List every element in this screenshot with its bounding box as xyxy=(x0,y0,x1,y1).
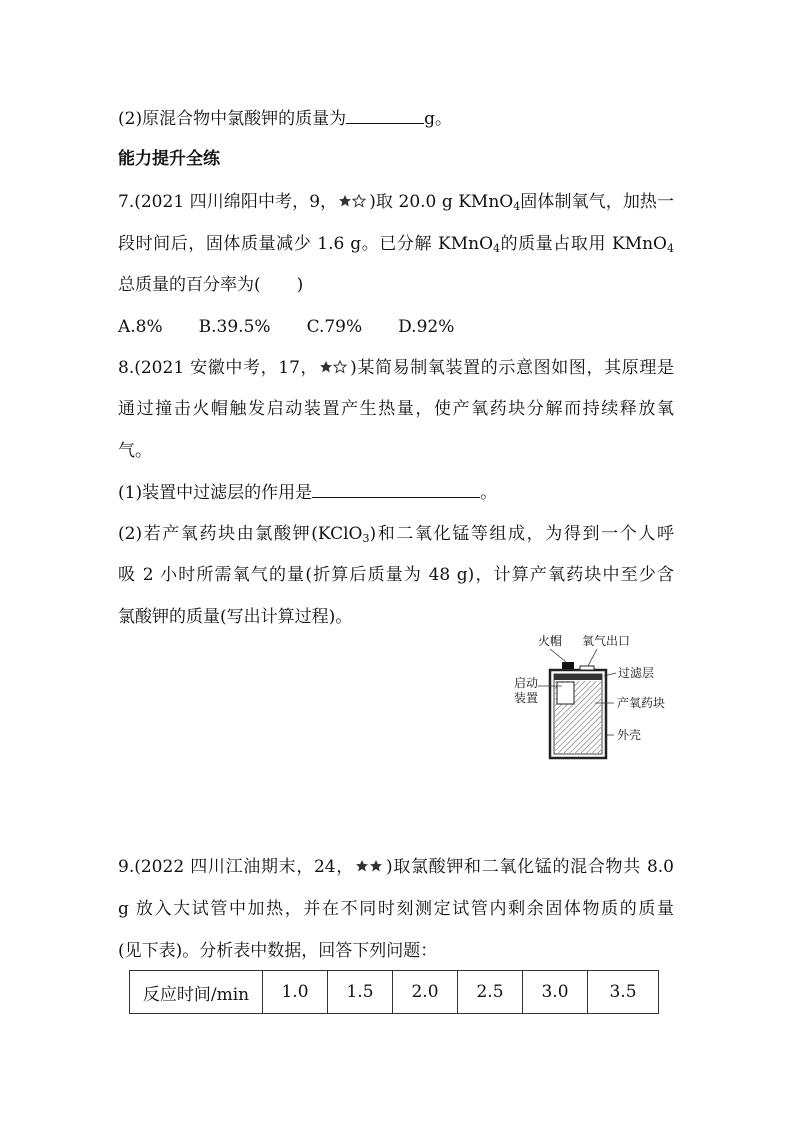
table-header-cell: 反应时间/min xyxy=(130,971,263,1014)
q6-part2 xyxy=(118,107,452,130)
q8-part2-a: (2)若产氧药块由氯酸钾(KClO xyxy=(118,524,363,544)
q8-part2-sub: 3 xyxy=(362,532,370,545)
q7-option-a[interactable]: A.8% xyxy=(118,317,163,337)
q8-line1 xyxy=(118,357,674,380)
q7-options xyxy=(118,316,490,338)
difficulty-stars-icon xyxy=(338,192,368,214)
q7-number: 7. xyxy=(118,192,135,212)
q6-part2-text: (2)原混合物中氯酸钾的质量为 xyxy=(118,109,347,129)
difficulty-stars-icon xyxy=(355,857,385,879)
q8-source: (2021 安徽中考，17， xyxy=(134,358,319,378)
label-filter-layer: 过滤层 xyxy=(618,666,655,680)
table-cell: 2.0 xyxy=(393,971,458,1014)
table-row xyxy=(130,971,659,1014)
q7-line2-sub: 4 xyxy=(493,242,501,255)
label-shell: 外壳 xyxy=(617,728,642,742)
q6-answer-blank[interactable] xyxy=(346,107,424,124)
q7-line2-b: 的质量占取用 KMnO xyxy=(500,234,667,254)
q8-part2-line2: 吸 2 小时所需氧气的量(折算后质量为 48 g)，计算产氧药块中至少含 xyxy=(118,565,674,585)
q7-line2-a: 段时间后，固体质量减少 1.6 g。已分解 KMnO xyxy=(118,234,494,254)
q7-line2 xyxy=(118,233,674,255)
q7-line3 xyxy=(118,274,303,296)
table-cell: 2.5 xyxy=(458,971,523,1014)
q8-part2-line1 xyxy=(118,523,674,545)
q7-line3-end: ) xyxy=(296,275,304,295)
q8-part1-blank[interactable] xyxy=(312,481,480,498)
label-starter-1: 启动 xyxy=(514,676,539,690)
q7-option-c[interactable]: C.79% xyxy=(306,317,363,337)
table-cell: 1.0 xyxy=(263,971,328,1014)
q8-part1 xyxy=(118,481,497,504)
q7-line1 xyxy=(118,191,674,214)
table-cell: 1.5 xyxy=(328,971,393,1014)
q8-number: 8. xyxy=(118,358,135,378)
q8-line3: 气。 xyxy=(118,441,152,461)
label-oxygen-outlet: 氧气出口 xyxy=(582,634,631,648)
q9-line2: g 放入大试管中加热，并在不同时刻测定试管内剩余固体物质的质量 xyxy=(118,899,674,919)
q8-part1-text: (1)装置中过滤层的作用是 xyxy=(118,483,313,503)
table-cell: 3.5 xyxy=(588,971,659,1014)
q7-stem-a: )取 20.0 g KMnO xyxy=(369,192,514,212)
table-cell: 3.0 xyxy=(523,971,588,1014)
oxygen-generator-diagram xyxy=(500,630,690,765)
label-starter-2: 装置 xyxy=(514,691,539,705)
q9-number: 9. xyxy=(118,857,135,877)
q8-line2: 通过撞击火帽触发启动装置产生热量，使产氧药块分解而持续释放氧 xyxy=(118,399,674,419)
q8-stem-a: )某简易制氧装置的示意图如图，其原理是 xyxy=(350,358,674,378)
q9-stem-a: )取氯酸钾和二氧化锰的混合物共 8.0 xyxy=(386,857,674,877)
label-oxygen-block: 产氧药块 xyxy=(617,696,666,710)
label-fire-cap: 火帽 xyxy=(538,634,563,648)
q7-option-b[interactable]: B.39.5% xyxy=(198,317,271,337)
q7-sub: 4 xyxy=(513,200,521,213)
q8-part1-end: 。 xyxy=(480,483,498,503)
q8-part2-b: )和二氧化锰等组成，为得到一个人呼 xyxy=(369,524,674,544)
q7-source: (2021 四川绵阳中考，9， xyxy=(134,192,338,212)
section-title: 能力提升全练 xyxy=(118,149,220,169)
q7-stem-b: 固体制氧气，加热一 xyxy=(520,192,674,212)
q6-part2-unit: g。 xyxy=(424,109,452,129)
q9-line1 xyxy=(118,856,674,879)
reaction-time-table xyxy=(129,970,659,1014)
q7-option-d[interactable]: D.92% xyxy=(398,317,455,337)
difficulty-stars-icon xyxy=(319,358,349,380)
q9-line3: (见下表)。分析表中数据，回答下列问题： xyxy=(118,941,438,961)
q8-part2-line3: 氯酸钾的质量(写出计算过程)。 xyxy=(118,607,353,627)
q7-line3-text: 总质量的百分率为( xyxy=(118,275,261,295)
q9-source: (2022 四川江油期末，24， xyxy=(134,857,354,877)
q7-line2-sub2: 4 xyxy=(667,242,674,255)
